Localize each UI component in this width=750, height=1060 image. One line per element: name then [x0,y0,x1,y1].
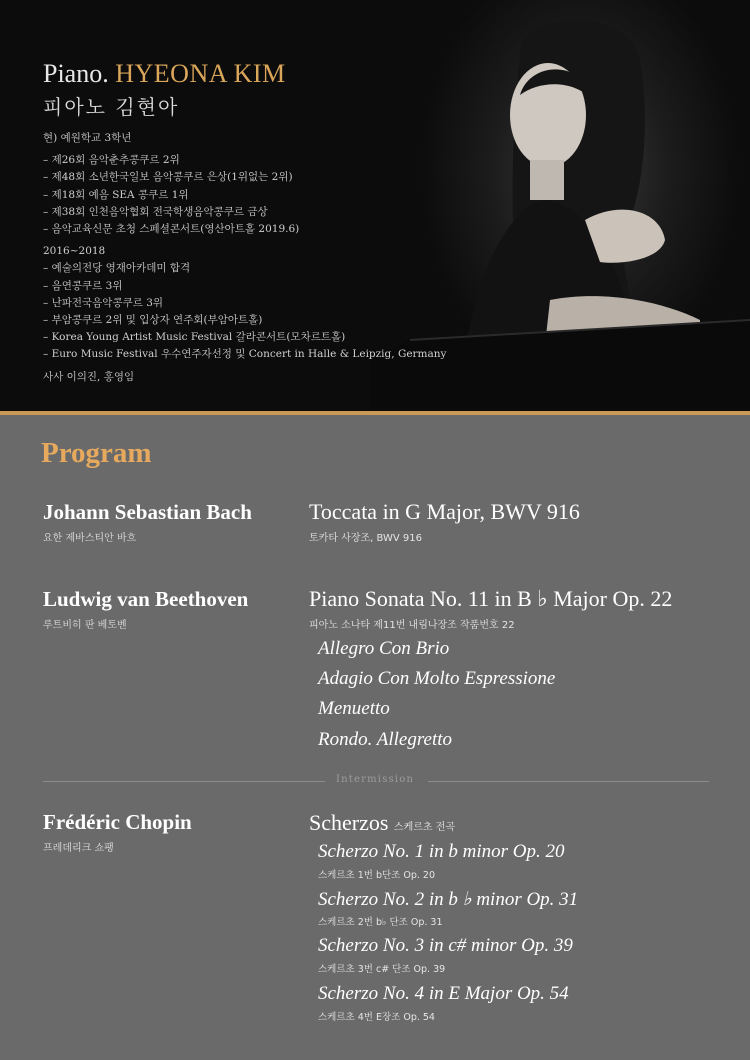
composer-bach: Johann Sebastian Bach [43,500,252,524]
composer-beethoven: Ludwig van Beethoven [43,587,249,611]
history-item: – 예술의전당 영재아카데미 합격 [43,262,191,275]
scherzo-title: Scherzo No. 3 in c# minor Op. 39 [318,935,573,956]
movement-item: Rondo. Allegretto [318,729,453,750]
history-item: – Korea Young Artist Music Festival 갈라콘서트(모차르트홀) [43,331,346,344]
award-item: – 제48회 소년한국일보 음악콩쿠르 은상(1위없는 2위) [43,171,293,184]
scherzo-ko: 스케르초 3번 c# 단조 Op. 39 [318,964,446,975]
history-item: – 난파전국음악콩쿠르 3위 [43,296,164,309]
intermission-label: Intermission [336,774,415,785]
work-chopin [309,810,455,836]
biography [43,130,446,386]
work-chopin-ko: 스케르초 전곡 [393,822,456,833]
program-heading: Program [41,437,152,469]
scherzo-title: Scherzo No. 2 in b ♭ minor Op. 31 [318,889,579,910]
award-item: – 제18회 예음 SEA 콩쿠르 1위 [43,188,189,201]
history-period: 2016~2018 [43,245,106,258]
performer-title [43,59,286,89]
work-beethoven-ko: 피아노 소나타 제11번 내림나장조 작품번호 22 [309,620,515,631]
history-item: – 부암콩쿠르 2위 및 입상자 연주회(부암아트홀) [43,314,263,327]
composer-chopin-ko: 프레데리크 쇼팽 [43,843,114,854]
current-school: 현) 예원학교 3학년 [43,132,132,144]
movement-item: Adagio Con Molto Espressione [318,668,556,689]
intermission-line-left [43,781,325,782]
history-item: – Euro Music Festival 우수연주자선정 및 Concert in Halle & Leipzig, Germany [43,348,447,361]
work-chopin-title: Scherzos [309,810,389,835]
composer-bach-ko: 요한 제바스티안 바흐 [43,533,137,544]
teachers: 사사 이의진, 홍영임 [43,370,135,383]
composer-beethoven-ko: 루트비히 판 베토벤 [43,620,127,631]
work-beethoven: Piano Sonata No. 11 in B ♭ Major Op. 22 [309,586,673,611]
scherzo-ko: 스케르초 2번 b♭ 단조 Op. 31 [318,917,443,928]
intermission-line-right [428,781,709,782]
scherzo-title: Scherzo No. 4 in E Major Op. 54 [318,983,569,1004]
instrument-label: Piano. [43,59,109,88]
composer-chopin: Frédéric Chopin [43,810,192,834]
scherzo-title: Scherzo No. 1 in b minor Op. 20 [318,841,565,862]
bio-section [0,0,750,411]
work-bach-ko: 토카타 사장조, BWV 916 [309,533,422,544]
award-item: – 제38회 인천음악협회 전국학생음악콩쿠르 금상 [43,205,268,218]
scherzo-ko: 스케르초 1번 b단조 Op. 20 [318,870,436,881]
scherzo-ko: 스케르초 4번 E장조 Op. 54 [318,1012,435,1023]
award-item: – 제26회 음악춘추콩쿠르 2위 [43,154,180,167]
work-bach: Toccata in G Major, BWV 916 [309,499,580,524]
performer-name: HYEONA KIM [115,59,286,88]
movement-item: Menuetto [318,698,390,719]
award-item: – 음악교육신문 초청 스페셜콘서트(영산아트홀 2019.6) [43,223,300,236]
movement-item: Allegro Con Brio [318,638,450,659]
history-item: – 음연콩쿠르 3위 [43,279,123,292]
performer-name-ko: 피아노 김현아 [43,95,180,119]
